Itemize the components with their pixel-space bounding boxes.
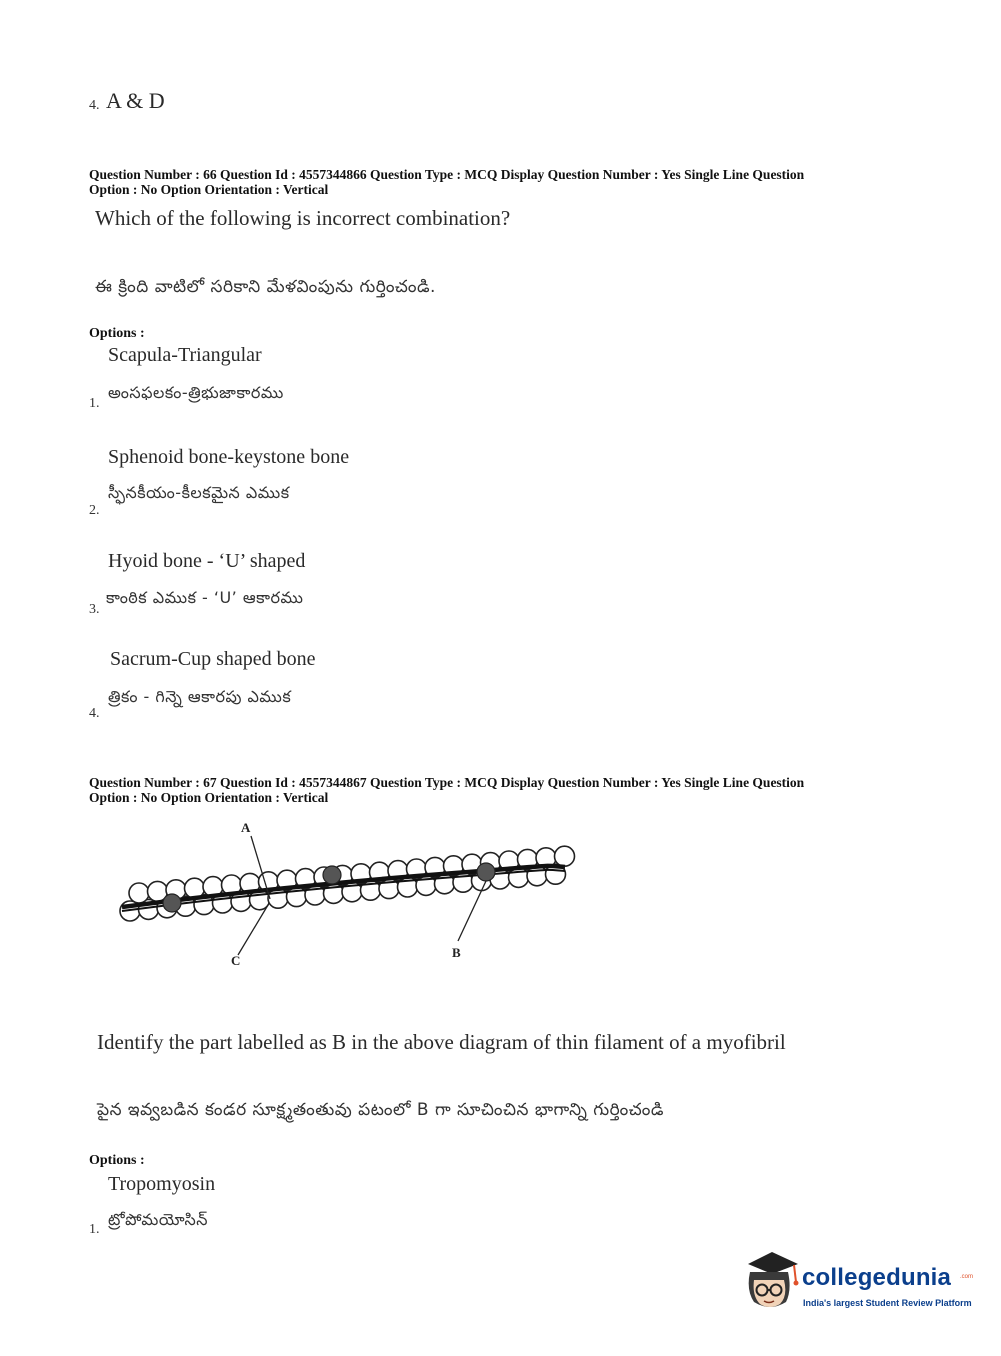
label-b: B (452, 945, 461, 960)
q67-meta-line2: Option : No Option Orientation : Vertical (89, 790, 329, 805)
troponin-complex (477, 863, 495, 881)
prev-option-text: A & D (106, 88, 165, 113)
label-a: A (241, 820, 251, 835)
troponin-complex (323, 866, 341, 884)
q66-option-3-en: Hyoid bone - ‘U’ shaped (108, 550, 306, 572)
q67-options-label: Options : (89, 1153, 145, 1168)
q66-meta-line1: Question Number : 66 Question Id : 4557344866 Question Type : MCQ Display Question Number : Yes Single Line Question (89, 167, 805, 182)
q67-option-1-number: 1. (89, 1222, 100, 1237)
logo-name: collegedunia (802, 1264, 952, 1291)
logo-tagline: India's largest Student Review Platform (803, 1298, 972, 1308)
troponin-complex (163, 894, 181, 912)
q66-option-2-te: స్ఫీనకీయం-కీలకమైన ఎముక (108, 483, 290, 502)
q66-option-1-en: Scapula-Triangular (108, 344, 262, 366)
q67-meta-line1: Question Number : 67 Question Id : 4557344867 Question Type : MCQ Display Question Number : Yes Single Line Question (89, 775, 805, 790)
collegedunia-logo[interactable] (742, 1250, 982, 1320)
q67-question-te: పైన ఇవ్వబడిన కండర సూక్ష్మతంతువు పటంలో B గా సూచించిన భాగాన్ని గుర్తించండి (97, 1100, 664, 1120)
q66-options-label: Options : (89, 326, 145, 341)
q67-option-1-en: Tropomyosin (108, 1173, 216, 1195)
q66-option-4-number: 4. (89, 706, 100, 721)
q66-question-te: ఈ క్రింది వాటిలో సరికాని మేళవింపును గుర్తించండి. (95, 277, 436, 297)
q66-option-2-en: Sphenoid bone-keystone bone (108, 446, 350, 468)
label-c-pointer (238, 905, 268, 955)
q66-option-3-te: కాంఠిక ఎముక - ‘U’ ఆకారము (106, 588, 304, 607)
q66-question-en: Which of the following is incorrect combination? (95, 206, 511, 230)
q66-meta-line2: Option : No Option Orientation : Vertical (89, 182, 329, 197)
label-c: C (231, 953, 241, 968)
q67-question-en: Identify the part labelled as B in the above diagram of thin filament of a myofibril (97, 1030, 786, 1054)
q66-option-2-number: 2. (89, 503, 100, 518)
prev-option-number: 4. (89, 98, 100, 113)
q66-option-3-number: 3. (89, 602, 100, 617)
q66-option-1-number: 1. (89, 396, 100, 411)
logo-dotcom: .com (960, 1274, 974, 1280)
q66-option-4-te: త్రికం - గిన్నె ఆకారపు ఎముక (108, 687, 292, 706)
q67-option-1-te: ట్రోపోమయోసిన్ (108, 1210, 209, 1229)
mascot-icon (742, 1250, 800, 1312)
actin-monomer (555, 846, 575, 866)
q66-option-4-en: Sacrum-Cup shaped bone (110, 648, 316, 670)
thin-filament-diagram (110, 815, 580, 975)
actin-monomer (129, 883, 149, 903)
q66-option-1-te: అంసఫలకం-త్రిభుజాకారము (108, 383, 284, 402)
